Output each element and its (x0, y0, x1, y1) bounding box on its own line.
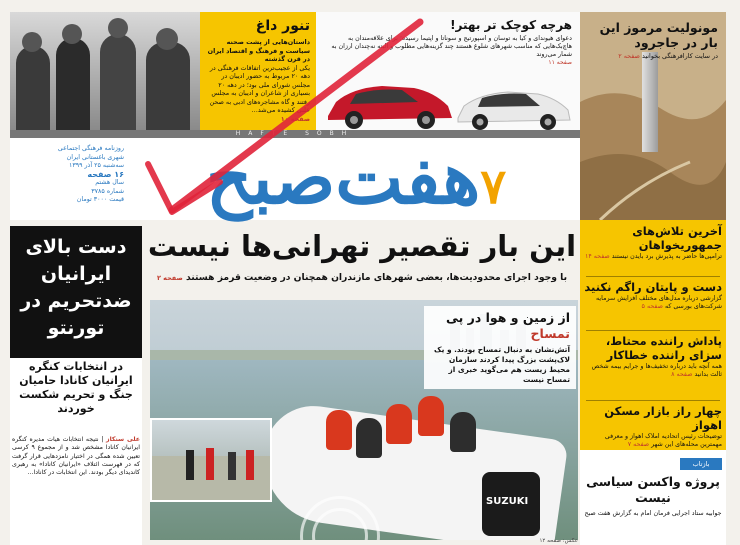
main-headline[interactable]: این بار تقصیر تهرانی‌ها نیست (147, 229, 577, 263)
crocodile-story-body: آتش‌نشان به دنبال تمساح بودند. و یک لاک‌پشت بزرگ پیدا کردند سازمان محیط زیست هم می‌گوید خبری از تمساح نیست (434, 345, 570, 384)
crew-member (326, 410, 352, 450)
right-item-body-text: توضیحات رئیس اتحادیه املاک اهواز و معرفی مهمترین محله‌های این شهر (604, 433, 722, 448)
crew-member (356, 418, 382, 458)
white-car-image (454, 84, 574, 130)
right-item-body (584, 295, 722, 311)
right-item-body-text: همه آنچه باید درباره تخفیف‌ها و جرایم بیمه شخص ثالث بدانید (591, 363, 722, 378)
right-item-republicans[interactable] (584, 224, 722, 261)
photo-caption: عکس: صفحه ۱۲ (539, 538, 578, 544)
brief-tag: بازتاب (680, 458, 722, 470)
history-promo-title: تنور داغ (255, 18, 310, 34)
brief-body: جوابیه ستاد اجرایی فرمان امام به گزارش هفت صبح (584, 510, 722, 517)
issue-date: سه‌شنبه ۲۵ آذر ۱۳۹۹ (68, 162, 124, 169)
crew-member (450, 412, 476, 452)
right-item-title: پاداش راننده محتاط، سزای راننده خطاکار (605, 334, 722, 362)
issue-subtype: شهری باغستانی ایران (66, 153, 124, 161)
right-item-title: دست و پایتان راگم نکنید (584, 280, 722, 294)
divider (586, 330, 720, 331)
right-item-page: صفحه ۵ (641, 303, 663, 310)
crew-member (418, 396, 444, 436)
car-promo-title: هرچه کوچک تر بهتر! (450, 18, 572, 32)
issue-number: شماره ۳۷۸۵ (91, 187, 124, 195)
right-item-body-text: ترامپی‌ها حاضر به پذیرش برد بایدن نیستند (611, 253, 722, 260)
issue-info (12, 145, 124, 205)
right-item-stock[interactable] (584, 280, 722, 311)
motor-brand: SUZUKI (486, 496, 529, 507)
car-promo-body: دعوای هیوندای و کیا به توسان و اسپورتیج و سوناتا و اپتیما رسیده؛ برای علاقه‌مندان به هاچ‌بک‌هایی که مناسب شهرهای شلوغ هستند چند گزینه‌هایی مطلوب و البته نه‌چندان ارزان به شمار می‌روند (331, 35, 572, 58)
right-item-body-text: گزارشی درباره مدل‌های مختلف افزایش سرمایه شرکت‌های بورسی که (596, 295, 722, 310)
left-headline-box[interactable] (10, 226, 142, 358)
red-strike-mark (120, 14, 440, 224)
masthead-strip: HAFTE SOBH (10, 130, 580, 138)
right-item-insurance[interactable] (584, 334, 722, 379)
issue-pages: ۱۶ صفحه (87, 169, 124, 179)
crocodile-story-title (430, 310, 570, 342)
right-item-body (584, 363, 722, 379)
main-deck-text: با وجود اجرای محدودیت‌ها، بعضی شهرهای مازندران همچنان در وضعیت قرمز هستند (185, 272, 568, 283)
crew-member (386, 404, 412, 444)
issue-year: سال هشتم (95, 179, 124, 186)
left-body (12, 436, 140, 477)
left-headline: دست بالای ایرانیان ضدتحریم در تورنتو (20, 236, 132, 339)
main-deck (146, 272, 578, 283)
right-item-body (584, 253, 722, 261)
outboard-motor (482, 472, 540, 536)
right-item-page: صفحه ۱۴ (584, 253, 610, 260)
monolith-promo-subtitle (588, 52, 718, 60)
right-item-ahvaz[interactable] (584, 404, 722, 449)
shore-figures-image (152, 420, 270, 500)
monolith-promo-title: مونولیت مرموز این بار در جاجرود (599, 20, 718, 50)
main-deck-page: صفحه ۲ (156, 274, 183, 282)
left-byline: علی سنکاز (106, 436, 140, 443)
history-promo-lead: داستان‌هایی از پشت صحنه سیاست و فرهنگ و اقتصاد ایران در قرن گذشته (207, 38, 310, 63)
right-item-title: چهار راز بازار مسکن اهواز (604, 404, 722, 432)
history-promo-page: صفحه ۱۰ (280, 114, 310, 123)
divider (586, 276, 720, 277)
inset-photo (150, 418, 272, 502)
left-subhead: در انتخابات کنگره ایرانیان کانادا حامیان جنگ و تحریم شکست خوردند (19, 360, 133, 415)
right-item-title: آخرین تلاش‌های جمهوریخواهان (632, 224, 722, 252)
crocodile-story-box[interactable] (424, 306, 576, 389)
history-promo-body: یکی از عجیب‌ترین اتفاقات فرهنگی در دهه ۲۰ مربوط به حضور ادیبان در مجلس شورای ملی بود؛ در دهه ۲۰ بسیاری از شاعران و ادیبان به مجلس رفتند و گاه مشاجره‌های ادبی به صحن علنی کشیده می‌شد… (209, 63, 310, 114)
monolith-promo-subtitle-text: در سایت کارافرهنگی بخوانید (641, 52, 718, 60)
right-item-body (584, 433, 722, 449)
issue-type: روزنامه فرهنگی اجتماعی (57, 145, 124, 152)
left-body-text: | نتیجه انتخابات هیات مدیره کنگره ایرانیان کانادا مشخص شد و از مجموع ۹ کرسی تعیین شده همگی در اختیار نامزدهایی قرار گرفت که در فهرست ائتلاف «ایرانیان کانادا» به رهبری کاندیدای دیگر بودند. این انتخابات در کانادا… (12, 436, 141, 477)
crocodile-story-title-part1: از زمین و هوا در پی (445, 310, 570, 325)
right-item-page: صفحه ۷ (627, 441, 650, 448)
brief-title: پروژه واکسن سیاسی نیست (586, 474, 720, 505)
logo-text: هفت‌صبح (205, 135, 481, 220)
divider (586, 400, 720, 401)
logo-seven-mark: ۷ (480, 159, 507, 215)
right-item-page: صفحه ۸ (671, 371, 693, 378)
crocodile-story-title-part2: تمساح (530, 326, 570, 341)
issue-price: قیمت ۳۰۰۰ تومان (76, 196, 124, 203)
monolith-promo-box[interactable] (580, 12, 726, 220)
monolith-promo-page: صفحه ۲ (618, 52, 640, 60)
car-promo-page: صفحه ۱۱ (548, 59, 572, 66)
